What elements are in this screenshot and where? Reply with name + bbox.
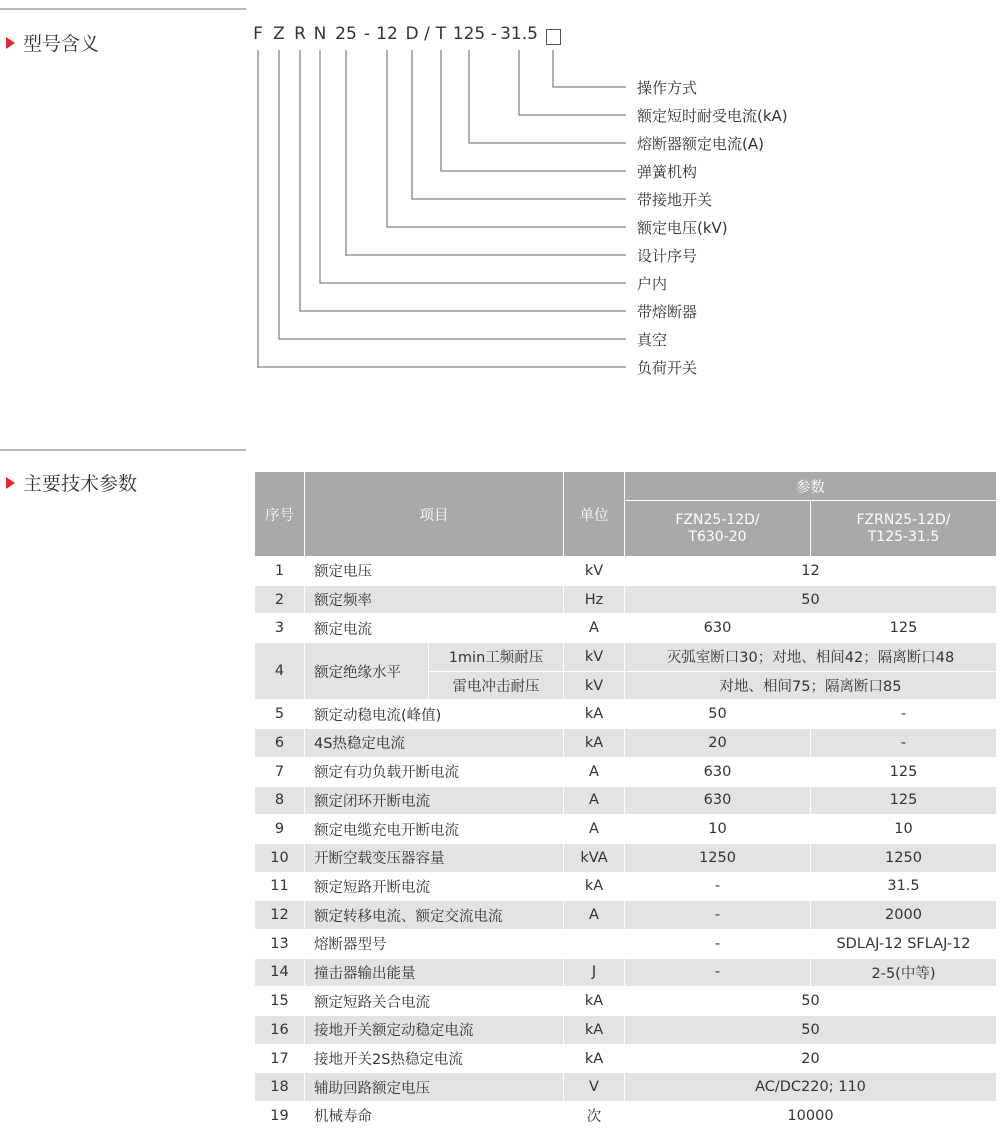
code-char-12: 12: [376, 24, 398, 44]
cell-value-fzrn25: 2000: [811, 901, 997, 930]
leader-line-vacuum: [279, 50, 626, 339]
cell-value-fzn25: -: [625, 872, 811, 901]
cell-no: 2: [255, 585, 305, 614]
cell-no: 5: [255, 700, 305, 729]
leader-line-operation: [553, 50, 626, 87]
label-with-fuse: 带熔断器: [637, 303, 698, 321]
cell-no: 3: [255, 614, 305, 643]
cell-unit: kA: [564, 987, 625, 1016]
triangle-bullet-icon: [6, 477, 15, 489]
table-row: [255, 786, 997, 815]
cell-value: 50: [625, 1016, 997, 1045]
cell-no: 4: [255, 643, 305, 700]
tech-spec-table: [254, 471, 997, 1131]
cell-unit: Hz: [564, 585, 625, 614]
cell-unit: kV: [564, 671, 625, 700]
cell-unit: kA: [564, 872, 625, 901]
cell-no: 8: [255, 786, 305, 815]
table-row: [255, 1016, 997, 1045]
cell-value: 50: [625, 585, 997, 614]
cell-value-fzrn25: 1250: [811, 843, 997, 872]
cell-value: 50: [625, 987, 997, 1016]
cell-item: 额定短路关合电流: [305, 987, 564, 1016]
cell-value-fzrn25: 10: [811, 815, 997, 844]
table-row: [255, 585, 997, 614]
cell-item: 额定电流: [305, 614, 564, 643]
table-row: [255, 1044, 997, 1073]
cell-unit: A: [564, 815, 625, 844]
leader-line-voltage: [387, 50, 626, 227]
cell-value-fzrn25: 2-5(中等): [811, 958, 997, 987]
cell-unit: kA: [564, 1016, 625, 1045]
cell-unit: kV: [564, 557, 625, 586]
cell-unit: kV: [564, 643, 625, 672]
cell-no: 1: [255, 557, 305, 586]
table-row: [255, 557, 997, 586]
leader-line-fuse-current: [469, 50, 626, 143]
header-unit: 单位: [564, 472, 625, 557]
table-row: [255, 901, 997, 930]
cell-value-fzn25: 630: [625, 614, 811, 643]
cell-item: 额定频率: [305, 585, 564, 614]
label-spring-mechanism: 弹簧机构: [637, 163, 698, 181]
header-model-fzrn25-line2: T125-31.5: [867, 528, 940, 545]
cell-value-fzrn25: 125: [811, 786, 997, 815]
cell-unit: 次: [564, 1102, 625, 1131]
leader-line-load-switch: [258, 50, 626, 367]
header-model-fzn25-line1: FZN25-12D/: [675, 511, 760, 528]
label-indoor: 户内: [637, 275, 668, 293]
cell-value-fzn25: 630: [625, 786, 811, 815]
cell-no: 12: [255, 901, 305, 930]
cell-no: 14: [255, 958, 305, 987]
code-char-dash2: -: [490, 24, 498, 44]
table-row: [255, 987, 997, 1016]
cell-no: 6: [255, 729, 305, 758]
cell-item: 4S热稳定电流: [305, 729, 564, 758]
code-char-r: R: [294, 24, 306, 44]
header-model-fzn25-line2: T630-20: [688, 528, 747, 545]
cell-unit: [564, 929, 625, 958]
header-no: 序号: [255, 472, 305, 557]
cell-unit: A: [564, 786, 625, 815]
code-char-f: F: [253, 24, 263, 44]
cell-item: 额定电压: [305, 557, 564, 586]
cell-item: 辅助回路额定电压: [305, 1073, 564, 1102]
section-divider-middle: [0, 449, 246, 451]
cell-item: 额定短路开断电流: [305, 872, 564, 901]
section-title-tech: [6, 469, 137, 496]
cell-item: 额定闭环开断电流: [305, 786, 564, 815]
table-row: [255, 872, 997, 901]
code-char-31-5: 31.5: [500, 24, 538, 44]
cell-value: 20: [625, 1044, 997, 1073]
cell-value-fzn25: 1250: [625, 843, 811, 872]
cell-unit: kA: [564, 729, 625, 758]
cell-unit: kA: [564, 1044, 625, 1073]
code-char-z: Z: [273, 24, 285, 44]
cell-value: AC/DC220; 110: [625, 1073, 997, 1102]
header-model-fzrn25: [811, 501, 997, 557]
label-operation-mode: 操作方式: [637, 79, 698, 97]
code-char-dash1: -: [363, 24, 371, 44]
cell-no: 9: [255, 815, 305, 844]
cell-unit: kVA: [564, 843, 625, 872]
table-row: [255, 815, 997, 844]
cell-no: 7: [255, 757, 305, 786]
leader-line-short-time-current: [519, 50, 626, 115]
table-row: [255, 843, 997, 872]
table-row: [255, 1102, 997, 1131]
cell-value-fzrn25: -: [811, 700, 997, 729]
leader-line-fuse: [300, 50, 626, 311]
cell-unit: kA: [564, 700, 625, 729]
cell-value-fzn25: 10: [625, 815, 811, 844]
cell-value-fzrn25: SDLAJ-12 SFLAJ-12: [811, 929, 997, 958]
code-char-t: T: [435, 24, 447, 44]
cell-value-fzn25: -: [625, 929, 811, 958]
cell-value-fzrn25: 125: [811, 757, 997, 786]
cell-unit: A: [564, 757, 625, 786]
leader-line-indoor: [320, 50, 626, 283]
cell-no: 10: [255, 843, 305, 872]
cell-item: 额定动稳电流(峰值): [305, 700, 564, 729]
cell-value-fzn25: 50: [625, 700, 811, 729]
cell-value-fzrn25: 31.5: [811, 872, 997, 901]
code-char-25: 25: [335, 24, 357, 44]
cell-no: 18: [255, 1073, 305, 1102]
cell-item: 额定转移电流、额定交流电流: [305, 901, 564, 930]
header-item: 项目: [305, 472, 564, 557]
cell-item: 机械寿命: [305, 1102, 564, 1131]
cell-unit: J: [564, 958, 625, 987]
table-row: [255, 614, 997, 643]
label-fuse-rated-current: 熔断器额定电流(A): [637, 135, 764, 153]
section-title-model-text: 型号含义: [23, 33, 100, 55]
cell-no: 19: [255, 1102, 305, 1131]
label-earthing-switch: 带接地开关: [637, 191, 713, 209]
table-row: [255, 958, 997, 987]
table-row: [255, 929, 997, 958]
cell-item: 额定电缆充电开断电流: [305, 815, 564, 844]
cell-value-fzn25: -: [625, 958, 811, 987]
table-row: [255, 643, 997, 672]
cell-value-fzn25: -: [625, 901, 811, 930]
cell-no: 17: [255, 1044, 305, 1073]
cell-unit: A: [564, 901, 625, 930]
cell-item: 额定有功负载开断电流: [305, 757, 564, 786]
code-char-slash: /: [424, 24, 430, 44]
header-model-fzrn25-line1: FZRN25-12D/: [856, 511, 951, 528]
cell-item: 接地开关额定动稳定电流: [305, 1016, 564, 1045]
leader-line-design-no: [346, 50, 626, 255]
cell-unit: A: [564, 614, 625, 643]
cell-subitem: 1min工频耐压: [429, 643, 564, 672]
header-model-fzn25: [625, 501, 811, 557]
table-row: [255, 729, 997, 758]
cell-no: 11: [255, 872, 305, 901]
cell-unit: V: [564, 1073, 625, 1102]
table-row: [255, 757, 997, 786]
cell-value-fzn25: 630: [625, 757, 811, 786]
model-code-leader-lines: [0, 0, 640, 380]
label-design-number: 设计序号: [637, 247, 698, 265]
label-rated-voltage: 额定电压(kV): [637, 219, 728, 237]
cell-value: 对地、相间75；隔离断口85: [625, 671, 997, 700]
cell-subitem: 雷电冲击耐压: [429, 671, 564, 700]
cell-value: 灭弧室断口30；对地、相间42；隔离断口48: [625, 643, 997, 672]
cell-no: 13: [255, 929, 305, 958]
cell-item: 撞击器输出能量: [305, 958, 564, 987]
label-short-time-current: 额定短时耐受电流(kA): [637, 107, 788, 125]
section-title-tech-text: 主要技术参数: [23, 473, 138, 495]
cell-item: 额定绝缘水平: [305, 643, 429, 700]
code-char-d: D: [405, 24, 419, 44]
cell-value: 10000: [625, 1102, 997, 1131]
cell-no: 15: [255, 987, 305, 1016]
cell-item: 接地开关2S热稳定电流: [305, 1044, 564, 1073]
code-char-125: 125: [452, 24, 486, 44]
table-row: [255, 700, 997, 729]
label-vacuum: 真空: [637, 331, 668, 349]
cell-value: 12: [625, 557, 997, 586]
cell-item: 熔断器型号: [305, 929, 564, 958]
cell-item: 开断空载变压器容量: [305, 843, 564, 872]
header-params: 参数: [625, 472, 997, 501]
cell-value-fzn25: 20: [625, 729, 811, 758]
cell-no: 16: [255, 1016, 305, 1045]
cell-value-fzrn25: 125: [811, 614, 997, 643]
table-row: [255, 1073, 997, 1102]
label-load-switch: 负荷开关: [637, 359, 698, 377]
code-char-n: N: [313, 24, 327, 44]
cell-value-fzrn25: -: [811, 729, 997, 758]
